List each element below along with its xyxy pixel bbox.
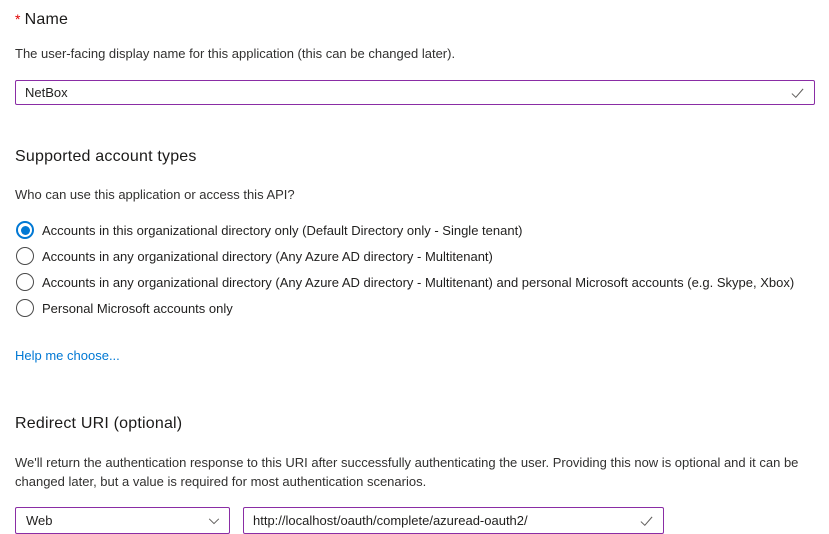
radio-unselected-icon <box>16 299 34 317</box>
platform-select-dropdown[interactable] <box>15 507 230 534</box>
checkmark-icon <box>639 513 654 528</box>
name-input[interactable] <box>16 81 814 104</box>
name-description: The user-facing display name for this application (this can be changed later). <box>15 46 456 61</box>
account-types-section <box>15 148 815 365</box>
redirect-uri-description: We'll return the authentication response to this URI after successfully authenticating the user. Providing this now is optional and it can be changed later, but a value is required for most authentication scenarios. <box>15 455 799 489</box>
redirect-uri-input-container <box>243 507 664 534</box>
name-title-text: Name <box>24 11 69 28</box>
platform-selected-value: Web <box>26 513 53 528</box>
required-asterisk: * <box>15 11 21 27</box>
redirect-uri-title: Redirect URI (optional) <box>15 415 183 432</box>
radio-unselected-icon <box>16 273 34 291</box>
checkmark-icon <box>790 85 805 100</box>
radio-option-multitenant-personal[interactable] <box>15 269 815 295</box>
radio-unselected-icon <box>16 247 34 265</box>
radio-selected-icon <box>16 221 34 239</box>
account-types-title: Supported account types <box>15 148 197 165</box>
radio-option-label: Accounts in any organizational directory (Any Azure AD directory - Multitenant) and personal Microsoft accounts (e.g. Skype, Xbox) <box>42 274 795 290</box>
account-types-question: Who can use this application or access this API? <box>15 187 295 202</box>
radio-option-label: Accounts in any organizational directory (Any Azure AD directory - Multitenant) <box>42 248 493 264</box>
name-section-title <box>15 11 815 29</box>
radio-option-single-tenant[interactable] <box>15 217 815 243</box>
account-types-radio-group <box>15 217 815 321</box>
name-input-container <box>15 80 815 105</box>
help-me-choose-link[interactable]: Help me choose... <box>15 348 120 363</box>
redirect-uri-input[interactable] <box>244 508 663 533</box>
radio-option-multitenant[interactable] <box>15 243 815 269</box>
radio-option-personal-only[interactable] <box>15 295 815 321</box>
redirect-uri-section <box>15 415 815 534</box>
radio-option-label: Personal Microsoft accounts only <box>42 300 233 316</box>
radio-option-label: Accounts in this organizational directory only (Default Directory only - Single tenant) <box>42 222 523 238</box>
redirect-uri-row <box>15 507 815 534</box>
